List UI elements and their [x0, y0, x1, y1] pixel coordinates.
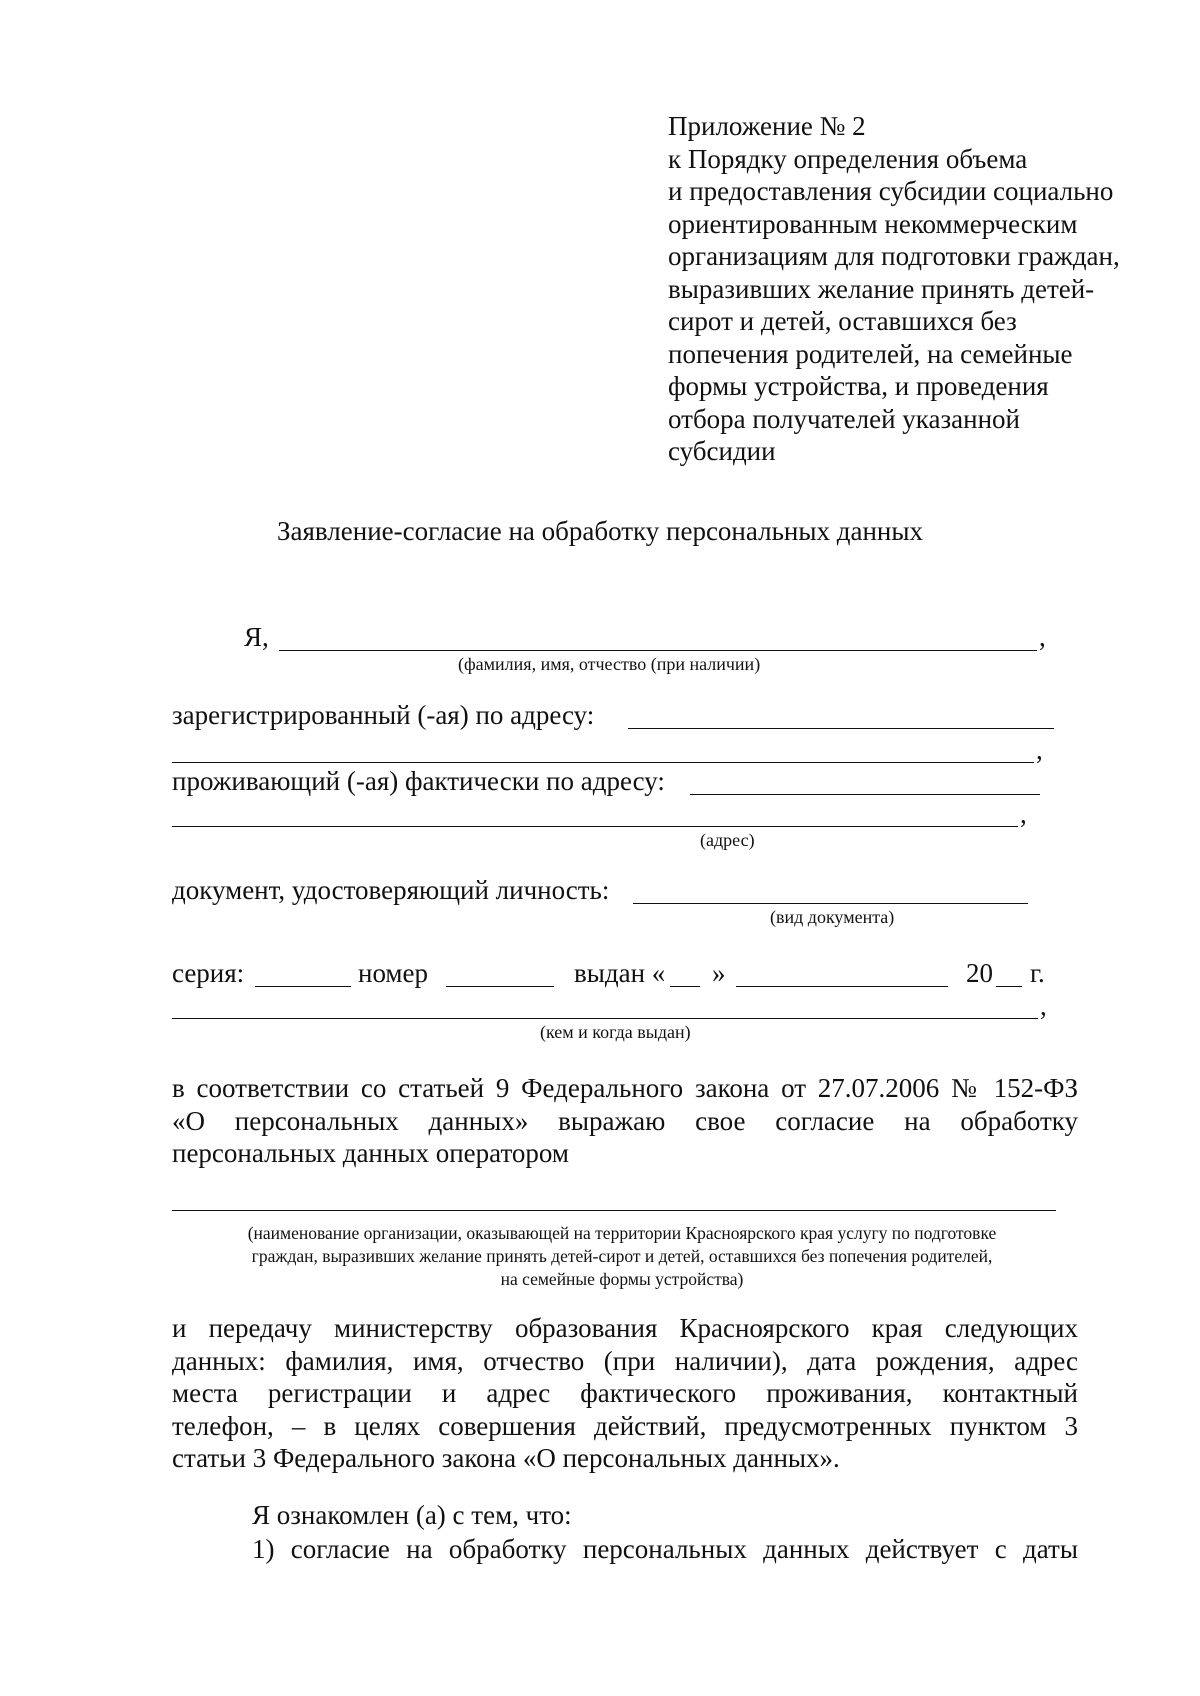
operator-caption-line: (наименование организации, оказывающей на территории Красноярского края услугу по подготовке [247, 1223, 997, 1243]
paragraph-line: телефон, – в целях совершения действий, предусмотренных пунктом 3 [172, 1410, 1078, 1441]
appendix-line: организациям для подготовки граждан, [668, 241, 1120, 271]
registered-comma: , [1036, 735, 1043, 765]
appendix-line: к Порядку определения объема [668, 143, 1028, 174]
fio-row [244, 622, 269, 653]
address-caption: (адрес) [700, 830, 755, 850]
appendix-line: сирот и детей, оставшихся без [668, 306, 1017, 336]
living-address-field[interactable] [690, 794, 1040, 795]
operator-field[interactable] [172, 1210, 1056, 1211]
paragraph-line: статьи 3 Федерального закона «О персональных данных». [172, 1443, 840, 1473]
registered-address-field[interactable] [628, 728, 1054, 729]
operator-caption [172, 1222, 1072, 1291]
consent-paragraph [172, 1072, 1078, 1170]
paragraph-line: персональных данных оператором [172, 1138, 569, 1168]
appendix-line: Приложение № 2 [668, 111, 866, 141]
year-prefix: 20 [966, 958, 993, 988]
issued-month-field[interactable] [736, 986, 948, 987]
living-comma: , [1020, 799, 1027, 829]
transfer-paragraph [172, 1312, 1078, 1475]
ya-label: Я, [244, 622, 269, 652]
issued-day-field[interactable] [670, 986, 700, 987]
series-label: серия: [172, 958, 245, 988]
registered-address-field-line2[interactable] [172, 762, 1034, 763]
registered-label: зарегистрированный (-ая) по адресу: [172, 700, 595, 730]
appendix-line: попечения родителей, на семейные [668, 338, 1073, 369]
appendix-line: и предоставления субсидии социально [668, 176, 1114, 206]
acknowledgement-item-1: 1) согласие на обработку персональных данных действует с даты [252, 1534, 1078, 1564]
paragraph-line: в соответствии со статьей 9 Федерального закона от 27.07.2006 № 152-ФЗ [172, 1073, 1078, 1103]
paragraph-line: места регистрации и адрес фактического проживания, контактный [172, 1378, 1078, 1408]
living-address-field-line2[interactable] [172, 826, 1018, 827]
issued-comma: , [1040, 991, 1047, 1021]
document-caption: (вид документа) [770, 907, 895, 927]
series-field[interactable] [255, 986, 351, 987]
document-type-field[interactable] [633, 903, 1028, 904]
appendix-line: ориентированным некоммерческим [668, 208, 1078, 239]
issued-label: выдан « [574, 958, 666, 988]
acknowledgement-intro: Я ознакомлен (а) с тем, что: [252, 1500, 572, 1530]
appendix-header [668, 110, 1168, 468]
operator-caption-line: граждан, выразивших желание принять детей-сирот и детей, оставшихся без попечения родителей, [251, 1246, 993, 1266]
quote-close: » [712, 958, 726, 988]
number-label: номер [358, 958, 429, 988]
paragraph-line: «О персональных данных» выражаю свое согласие на обработку [172, 1105, 1078, 1136]
appendix-line: отбора получателей указанной [668, 403, 1020, 434]
acknowledgement-list [252, 1533, 1078, 1566]
issued-year-field[interactable] [996, 986, 1022, 987]
fio-caption: (фамилия, имя, отчество (при наличии) [458, 654, 761, 674]
issued-caption: (кем и когда выдан) [540, 1022, 691, 1042]
number-field[interactable] [446, 986, 554, 987]
appendix-line: формы устройства, и проведения [668, 371, 1049, 401]
paragraph-line: данных: фамилия, имя, отчество (при наличии), дата рождения, адрес [172, 1345, 1078, 1376]
fio-field[interactable] [279, 650, 1037, 651]
appendix-line: субсидии [668, 436, 776, 466]
operator-caption-line: на семейные формы устройства) [500, 1269, 744, 1289]
document-label: документ, удостоверяющий личность: [172, 875, 610, 905]
appendix-line: выразивших желание принять детей- [668, 273, 1095, 304]
paragraph-line: и передачу министерству образования Красноярского края следующих [172, 1313, 1078, 1343]
year-suffix: г. [1030, 958, 1045, 988]
document-title: Заявление-согласие на обработку персональных данных [276, 516, 923, 546]
fio-comma: , [1039, 622, 1046, 652]
living-label: проживающий (-ая) фактически по адресу: [172, 766, 665, 796]
issued-by-field[interactable] [172, 1018, 1038, 1019]
